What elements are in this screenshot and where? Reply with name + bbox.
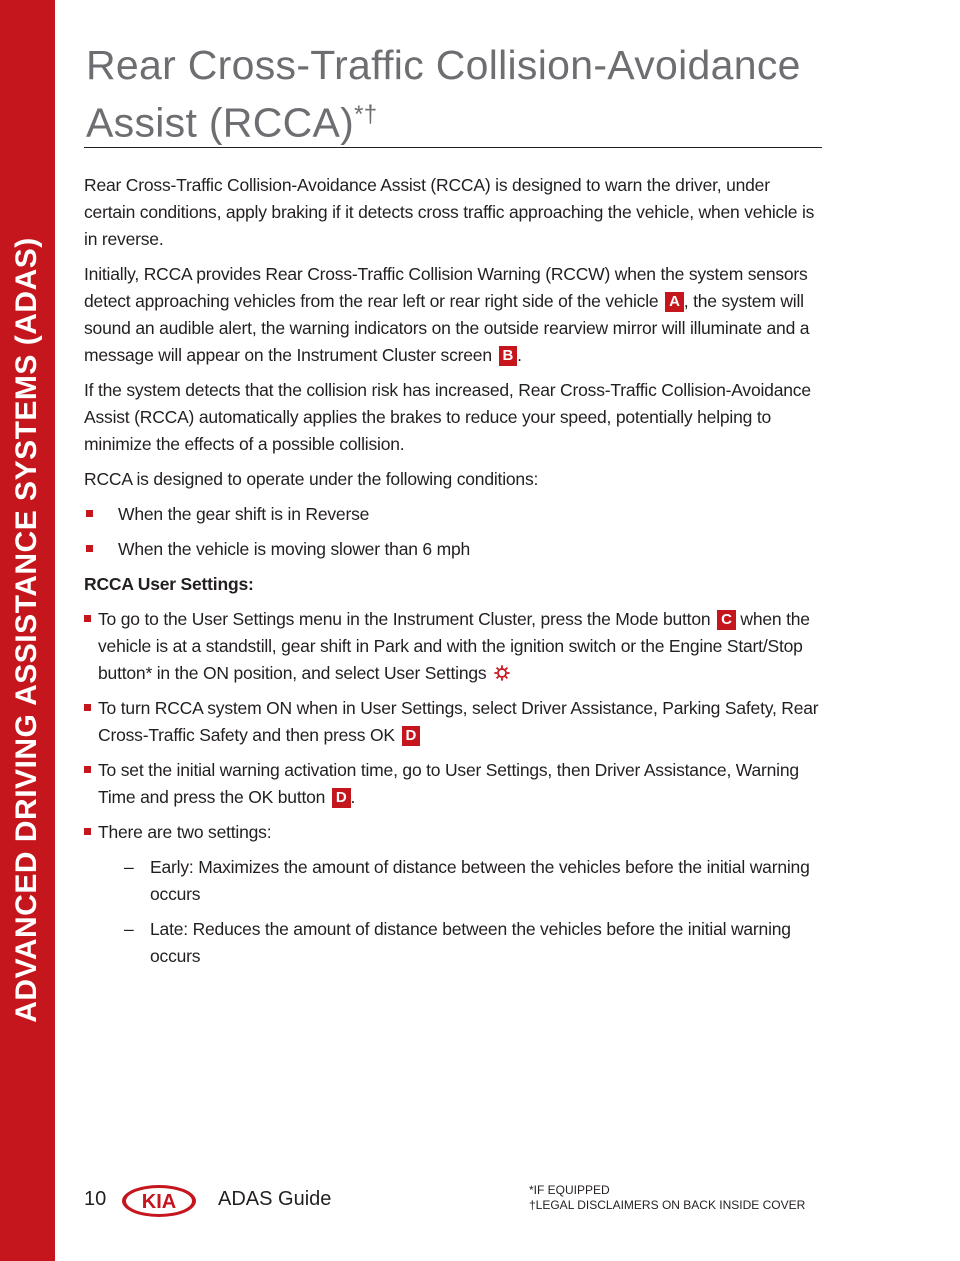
settings-item-text	[98, 695, 824, 749]
bullet-icon	[84, 606, 98, 687]
settings-item-text: There are two settings:	[98, 822, 272, 842]
callout-badge-c: C	[717, 610, 736, 630]
title-line-1: Rear Cross-Traffic Collision-Avoidance	[86, 42, 801, 88]
settings-item	[84, 606, 824, 687]
condition-text: When the vehicle is moving slower than 6 mph	[118, 539, 471, 559]
bullet-icon	[84, 819, 98, 846]
intro-paragraph-3: If the system detects that the collision risk has increased, Rear Cross-Traffic Collision-Avoidance Assist (RCCA) automatically applies the brakes to reduce your speed, potentially helping to minimize the effects of a possible collision.	[84, 380, 811, 454]
sidebar-label: ADVANCED DRIVING ASSISTANCE SYSTEMS (ADAS)	[10, 237, 43, 1023]
title-footnote-marks: *†	[354, 101, 378, 128]
settings-b1-text-b: when the vehicle is at a standstill, gear shift in Park and with the ignition switch or the Engine Start/Stop button* in the ON position, and select User Settings	[98, 609, 810, 683]
callout-badge-d: D	[332, 788, 351, 808]
setting-option-text: Late: Reduces the amount of distance between the vehicles before the initial warning occurs	[150, 919, 791, 966]
intro-paragraph-2	[84, 261, 824, 369]
settings-b2-text: To turn RCCA system ON when in User Settings, select Driver Assistance, Parking Safety, Rear Cross-Traffic Safety and then press OK	[98, 698, 819, 745]
condition-item	[84, 501, 824, 528]
title-divider	[84, 147, 822, 148]
settings-b3-text-a: To set the initial warning activation time, go to User Settings, then Driver Assistance, Warning Time and press the OK button	[98, 760, 799, 807]
settings-item-text	[98, 606, 824, 687]
callout-badge-a: A	[665, 292, 684, 312]
intro-paragraph-1: Rear Cross-Traffic Collision-Avoidance Assist (RCCA) is designed to warn the driver, under certain conditions, apply braking if it detects cross traffic approaching the vehicle, when vehicle is in reverse.	[84, 175, 815, 249]
intro-p2-text-a: Initially, RCCA provides Rear Cross-Traffic Collision Warning (RCCW) when the system sensors detect approaching vehicles from the rear left or rear right side of the vehicle	[84, 264, 808, 311]
page-number: 10	[84, 1188, 107, 1210]
body-content	[84, 172, 824, 978]
setting-option-late	[124, 916, 824, 970]
intro-paragraph-4: RCCA is designed to operate under the following conditions:	[84, 469, 539, 489]
bullet-icon	[84, 536, 118, 563]
settings-heading: RCCA User Settings:	[84, 574, 254, 594]
gear-icon	[493, 663, 511, 681]
settings-b1-text-a: To go to the User Settings menu in the Instrument Cluster, press the Mode button	[98, 609, 711, 629]
dash-mark: –	[124, 919, 134, 939]
bullet-icon	[84, 501, 118, 528]
setting-option-text: Early: Maximizes the amount of distance between the vehicles before the initial warning occurs	[150, 857, 810, 904]
intro-p2-text-b: , the system will sound an audible alert, the warning indicators on the outside rearview mirror will illuminate and a message will appear on the Instrument Cluster screen	[84, 291, 810, 365]
title-line-2: Assist (RCCA)	[86, 99, 355, 146]
condition-text: When the gear shift is in Reverse	[118, 504, 370, 524]
intro-p2-text-c: .	[517, 345, 522, 365]
footnote-legal: †LEGAL DISCLAIMERS ON BACK INSIDE COVER	[529, 1198, 806, 1212]
settings-item	[84, 757, 824, 811]
bullet-icon	[84, 757, 98, 811]
bullet-icon	[84, 695, 98, 749]
kia-logo	[121, 1184, 197, 1218]
settings-item-text	[98, 757, 824, 811]
dash-mark: –	[124, 857, 134, 877]
setting-option-early	[124, 854, 824, 908]
guide-title: ADAS Guide	[218, 1188, 332, 1210]
callout-badge-d: D	[402, 726, 421, 746]
callout-badge-b: B	[499, 346, 518, 366]
footnote-if-equipped: *IF EQUIPPED	[529, 1183, 610, 1197]
settings-b3-text-b: .	[350, 787, 356, 807]
footer-notes	[529, 1183, 805, 1213]
kia-logo-text: KIA	[141, 1191, 177, 1213]
page-title	[86, 40, 826, 148]
sidebar-band	[0, 0, 55, 1261]
settings-item	[84, 819, 824, 846]
condition-item	[84, 536, 824, 563]
settings-item	[84, 695, 824, 749]
